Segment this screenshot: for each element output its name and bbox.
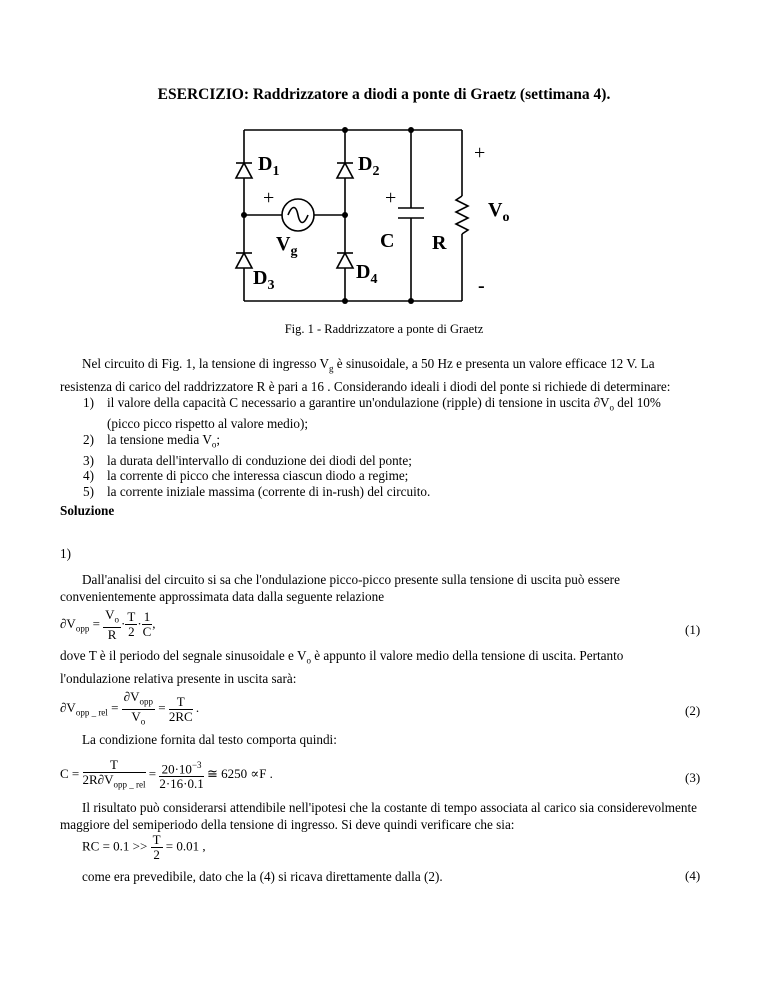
- label-d2: $D_2$: [358, 153, 380, 179]
- page-title: ESERCIZIO: Raddrizzatore a diodi a ponte di Graetz (settimana 4).: [157, 86, 611, 103]
- plus-capacitor: +: [385, 187, 397, 209]
- list-item: 1) il valore della capacità C necessario a garantire un'ondulazione (ripple) di tensione in uscita $\partial V_o$ del 10% (picco picco rispetto al valore medio);: [83, 395, 661, 432]
- question-list: [83, 395, 705, 499]
- equation-4: RC = 0.1 >> $\frac{T}{2}$ = 0.01 ,: [82, 832, 206, 862]
- label-d4: $D_4$: [356, 261, 378, 287]
- label-r: R: [432, 232, 447, 254]
- plus-output: +: [474, 142, 486, 164]
- equation-1: $\partial V_{opp}$ = $\frac{V_o}{R}$ · $\frac{T}{2}$ · $\frac{1}{C}$ ,: [60, 607, 156, 642]
- paragraph-ripple: Dall'analisi del circuito si sa che l'ondulazione picco-picco presente sulla tensione di uscita può essere convenientemente approssimata data dalla seguente relazione: [60, 572, 620, 604]
- diode-d4-symbol: [337, 253, 353, 268]
- equation-2-number: (2): [685, 703, 701, 718]
- list-item: 3) la durata dell'intervallo di conduzione dei diodi del ponte;: [83, 452, 412, 468]
- solution-heading: Soluzione: [60, 503, 115, 518]
- list-item: 2) la tensione media $V_o$;: [83, 431, 221, 450]
- label-c: C: [380, 230, 395, 252]
- equation-1-number: (1): [685, 622, 701, 637]
- diode-d1-symbol: [236, 163, 252, 178]
- figure-caption: Fig. 1 - Raddrizzatore a ponte di Graetz: [284, 322, 484, 336]
- minus-output: -: [478, 275, 485, 297]
- list-item: 4) la corrente di picco che interessa ciascun diodo a regime;: [83, 468, 409, 484]
- equation-4-number: (4): [685, 868, 701, 883]
- equation-3-number: (3): [685, 770, 701, 785]
- graetz-bridge-circuit: [0, 0, 768, 320]
- equation-3: C = $\frac{T}{2R\partial V_{opp \_ rel}}$ = $\frac{20\cdot 10^{-3}}{2\cdot 16\cdot 0.1}$ ≅ 6250 ∝F .: [60, 757, 273, 792]
- diode-d2-symbol: [337, 163, 353, 178]
- list-item: 5) la corrente iniziale massima (corrente di in-rush) del circuito.: [83, 483, 431, 499]
- label-vg: $V_g$: [276, 233, 298, 259]
- step-1-label: 1): [60, 546, 71, 561]
- paragraph-conclusion: come era prevedibile, dato che la (4) si ricava direttamente dalla (2).: [82, 869, 443, 884]
- equation-2: $\partial V_{opp \_ rel}$ = $\frac{\partial V_{opp}}{V_o}$ = $\frac{T}{2RC}$ .: [60, 689, 200, 727]
- diode-d3-symbol: [236, 253, 252, 268]
- label-d1: $D_1$: [258, 153, 280, 179]
- paragraph-condition: La condizione fornita dal testo comporta quindi:: [82, 732, 337, 747]
- intro-paragraph: Nel circuito di Fig. 1, la tensione di ingresso $V_g$ è sinusoidale, a 50 Hz e presenta un valore efficace 12 V. La resistenza di carico del raddrizzatore R è pari a 16 . Considerando ideali i diodi del ponte si richiede di determinare:: [60, 356, 671, 394]
- label-vo: $V_o$: [488, 199, 510, 225]
- label-d3: $D_3$: [253, 267, 275, 293]
- plus-source: +: [263, 187, 275, 209]
- paragraph-validity: Il risultato può considerarsi attendibile nell'ipotesi che la costante di tempo associata al carico sia considerevolmente maggiore del semiperiodo della tensione di ingresso. Si deve quindi verificare che sia:: [60, 800, 698, 832]
- paragraph-period: dove T è il periodo del segnale sinusoidale e $V_o$ è appunto il valore medio della tensione di uscita. Pertanto l'ondulazione relativa presente in uscita sarà:: [60, 648, 624, 686]
